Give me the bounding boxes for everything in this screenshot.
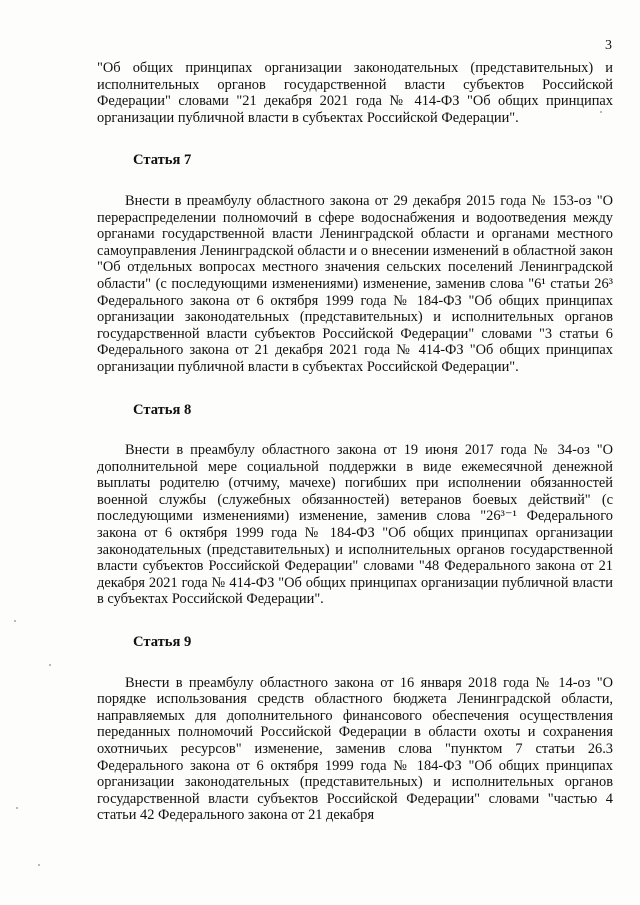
article-9-title: Статья 9 (133, 634, 192, 651)
article-7-text: Внести в преамбулу областного закона от 29 декабря 2015 года № 153-оз "О перераспределении полномочий в сфере водоснабжения и водоотведения между органами государственной власти Ленинградской области и органами местного самоуправления Ленинградской области и о внесении изменений в областной закон "Об отдельных вопросах местного значения сельских поселений Ленинградской области" (с последующими изменениями) изменение, заменив слова "6¹ статьи 26³ Федерального закона от 6 октября 1999 года № 184-ФЗ "Об общих принципах организации законодательных (представительных) и исполнительных органов государственной власти субъектов Российской Федерации" словами "3 статьи 6 Федерального закона от 21 декабря 2021 года № 414-ФЗ "Об общих принципах организации публичной власти в субъектах Российской Федерации". (97, 192, 613, 375)
article-7-title: Статья 7 (133, 152, 192, 169)
intro-paragraph: "Об общих принципах организации законодательных (представительных) и исполнительных органов государственной власти субъектов Российской Федерации" словами "21 декабря 2021 года № 414-ФЗ "Об общих принципах организации публичной власти в субъектах Российской Федерации". (97, 60, 613, 126)
scan-speck (49, 664, 51, 666)
scan-speck (38, 864, 40, 866)
scan-speck (600, 111, 602, 113)
article-8-text: Внести в преамбулу областного закона от 19 июня 2017 года № 34-оз "О дополнительной мере социальной поддержки в виде ежемесячной денежной выплаты родителю (отчиму, мачехе) погибших при исполнении обязанностей военной службы (служебных обязанностей) ветеранов боевых действий" (с последующими изменениями) изменение, заменив слова "26³⁻¹ Федерального закона от 6 октября 1999 года № 184-ФЗ "Об общих принципах организации законодательных (представительных) и исполнительных органов государственной власти субъектов Российской Федерации" словами "48 Федерального закона от 21 декабря 2021 года № 414-ФЗ "Об общих принципах организации публичной власти в субъектах Российской Федерации". (97, 442, 613, 608)
scan-speck (14, 620, 16, 622)
page-number: 3 (605, 38, 612, 53)
article-9-text: Внести в преамбулу областного закона от 16 января 2018 года № 14-оз "О порядке использования средств областного бюджета Ленинградской области, направляемых для дополнительного финансового обеспечения осуществления переданных полномочий Российской Федерации в области охоты и сохранения охотничьих ресурсов" изменение, заменив слова "пунктом 7 статьи 26.3 Федерального закона от 6 октября 1999 года № 184-ФЗ "Об общих принципах организации законодательных (представительных) и исполнительных органов государственной власти субъектов Российской Федерации" словами "частью 4 статьи 42 Федерального закона от 21 декабря (97, 674, 613, 824)
document-body (97, 60, 613, 824)
article-8-title: Статья 8 (133, 401, 192, 418)
scan-speck (16, 807, 18, 809)
